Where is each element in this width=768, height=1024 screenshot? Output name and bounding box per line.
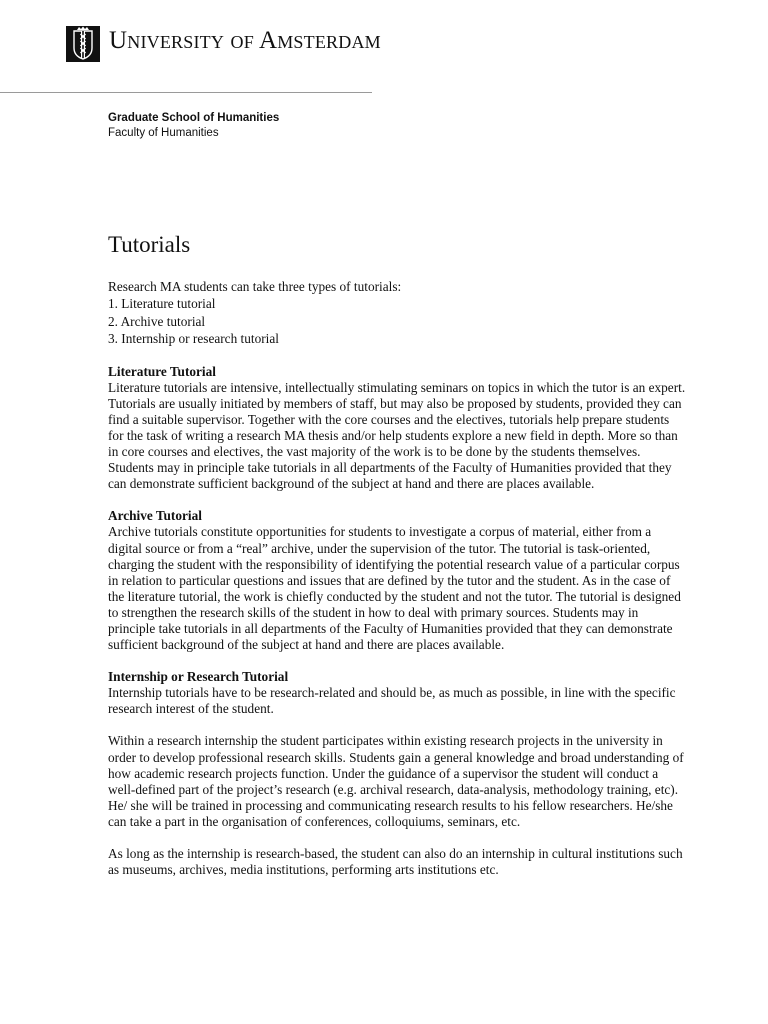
- list-item: 1. Literature tutorial: [108, 296, 216, 312]
- intro-text: Research MA students can take three types of tutorials:: [108, 279, 402, 294]
- section-heading: Archive Tutorial: [108, 508, 202, 524]
- faculty-name: Faculty of Humanities: [108, 127, 219, 139]
- section-literature-tutorial: [108, 364, 688, 493]
- section-heading: Internship or Research Tutorial: [108, 669, 289, 685]
- list-item: 3. Internship or research tutorial: [108, 331, 279, 347]
- section-paragraph: As long as the internship is research-based, the student can also do an internship in cultural institutions such as museums, archives, media institutions, performing arts institutions etc.: [108, 846, 683, 878]
- section-paragraph: Archive tutorials constitute opportunities for students to investigate a corpus of material, either from a digital source or from a “real” archive, under the supervision of the tutor. The tutorial is task-oriented, charging the student with the responsibility of identifying the potential research value of a particular corpus in relation to particular questions and issues that are defined by the tutor and the student. As in the case of the literature tutorial, the work is chiefly conducted by the student and not the tutor. The tutorial is designed to strengthen the research skills of the student in how to deal with primary sources. Students may in principle take tutorials in all departments of the Faculty of Humanities provided that they can demonstrate sufficient background of the subject at hand and there are places available.: [108, 524, 681, 653]
- section-internship-tutorial: [108, 669, 688, 878]
- school-name: Graduate School of Humanities: [108, 112, 280, 124]
- document-body: [108, 279, 688, 878]
- section-paragraph: Literature tutorials are intensive, intellectually stimulating seminars on topics in which the tutor is an expert. Tutorials are usually initiated by members of staff, but may also be proposed by students, provided they can find a suitable supervisor. Together with the core courses and the electives, tutorials help prepare students for the task of writing a research MA thesis and/or help students explore a new field in depth. More so than in core courses and electives, the vast majority of the work is to be done by the students themselves. Students may in principle take tutorials in all departments of the Faculty of Humanities provided that they can demonstrate sufficient background of the subject at hand and there are places available.: [108, 379, 686, 492]
- section-archive-tutorial: [108, 508, 688, 653]
- document-title: Tutorials: [108, 232, 191, 257]
- university-name: University of Amsterdam: [109, 27, 381, 54]
- university-crest-icon: [66, 26, 100, 62]
- list-item: 2. Archive tutorial: [108, 313, 206, 329]
- section-paragraph: Within a research internship the student participates within existing research projects in the university in order to develop professional research skills. Students gain a general knowledge and broad understanding of how academic research projects function. Under the guidance of a supervisor the student will conduct a well-defined part of the project’s research (e.g. archival research, data-analysis, methodology training, etc). He/ she will be trained in processing and communicating research results to his fellow researchers. He/she can take a part in the organisation of conferences, colloquiums, seminars, etc.: [108, 733, 684, 829]
- section-heading: Literature Tutorial: [108, 363, 216, 379]
- university-logo: [66, 26, 100, 62]
- section-paragraph: Internship tutorials have to be research-related and should be, as much as possible, in line with the specific research interest of the student.: [108, 685, 676, 717]
- header-divider: [0, 92, 372, 93]
- tutorial-types-list: [108, 295, 688, 348]
